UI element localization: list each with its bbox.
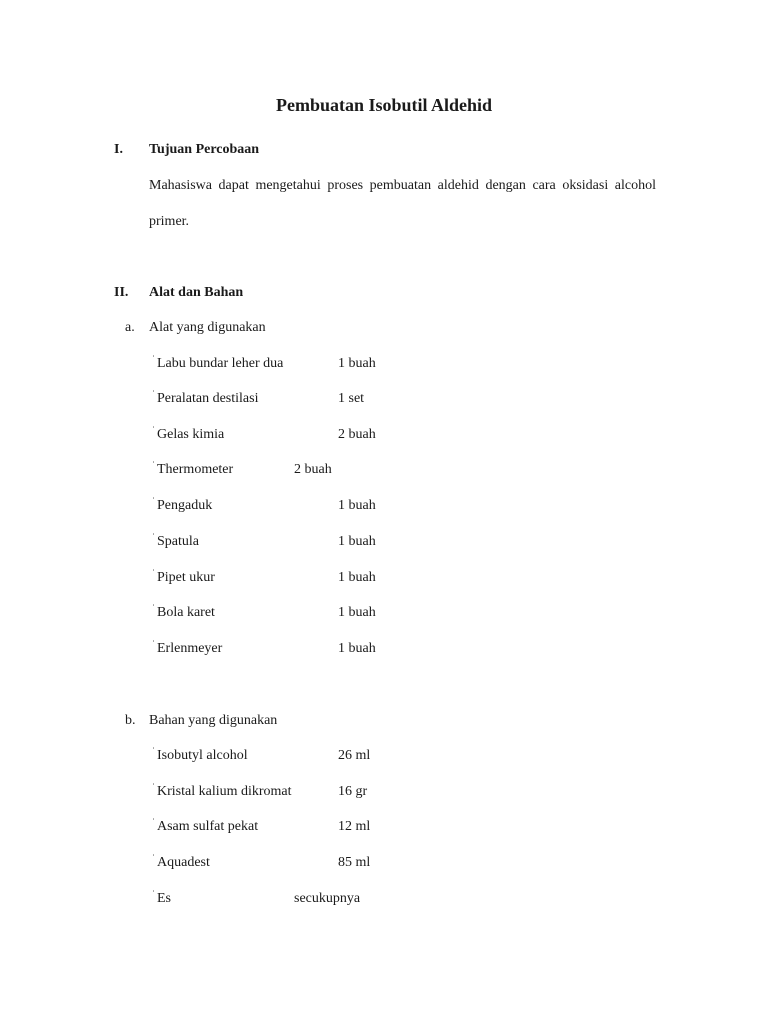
list-item	[152, 356, 283, 372]
list-item	[152, 641, 222, 657]
item-name: Es	[157, 891, 171, 906]
bullet-icon: ˙	[152, 389, 155, 399]
item-name: Erlenmeyer	[157, 641, 223, 656]
item-qty: 2 buah	[338, 427, 376, 442]
item-qty: 1 buah	[338, 356, 376, 371]
item-name: Pengaduk	[157, 498, 213, 513]
item-qty: 1 set	[338, 391, 365, 406]
item-qty: 2 buah	[294, 462, 332, 477]
list-item	[152, 462, 233, 478]
item-name: Aquadest	[157, 855, 210, 870]
item-qty: 1 buah	[338, 641, 376, 656]
list-item	[152, 498, 212, 514]
bullet-icon: ˙	[152, 496, 155, 506]
item-qty: 1 buah	[338, 570, 376, 585]
section-2-number: II.	[114, 285, 129, 300]
sub-a-heading: Alat yang digunakan	[149, 320, 266, 335]
item-name: Spatula	[157, 534, 199, 549]
list-item	[152, 784, 292, 800]
item-name: Asam sulfat pekat	[157, 819, 259, 834]
bullet-icon: ˙	[152, 460, 155, 470]
document-title: Pembuatan Isobutil Aldehid	[275, 95, 493, 115]
bullet-icon: ˙	[152, 603, 155, 613]
list-item	[152, 748, 248, 764]
list-item	[152, 855, 210, 871]
bullet-icon: ˙	[152, 425, 155, 435]
list-item	[152, 819, 258, 835]
section-2-heading: Alat dan Bahan	[149, 285, 244, 300]
bullet-icon: ˙	[152, 782, 155, 792]
item-qty: secukupnya	[294, 891, 361, 906]
item-qty: 1 buah	[338, 605, 376, 620]
list-item	[152, 891, 171, 907]
section-1-paragraph: Mahasiswa dapat mengetahui proses pembuatan aldehid dengan cara oksidasi alcohol primer.	[149, 178, 656, 229]
list-item	[152, 427, 224, 443]
bullet-icon: ˙	[152, 568, 155, 578]
list-item	[152, 605, 215, 621]
item-qty: 85 ml	[338, 855, 371, 870]
bullet-icon: ˙	[152, 746, 155, 756]
item-qty: 16 gr	[338, 784, 368, 799]
item-name: Labu bundar leher dua	[157, 356, 284, 371]
bullet-icon: ˙	[152, 853, 155, 863]
sub-b-letter: b.	[125, 713, 136, 728]
list-item	[152, 391, 258, 407]
item-name: Isobutyl alcohol	[157, 748, 248, 763]
item-name: Gelas kimia	[157, 427, 225, 442]
item-name: Pipet ukur	[157, 570, 215, 585]
bullet-icon: ˙	[152, 354, 155, 364]
bullet-icon: ˙	[152, 889, 155, 899]
item-qty: 12 ml	[338, 819, 371, 834]
item-name: Peralatan destilasi	[157, 391, 259, 406]
item-name: Kristal kalium dikromat	[157, 784, 292, 799]
item-qty: 1 buah	[338, 498, 376, 513]
bullet-icon: ˙	[152, 639, 155, 649]
list-item	[152, 570, 215, 586]
bullet-icon: ˙	[152, 532, 155, 542]
item-name: Bola karet	[157, 605, 215, 620]
item-name: Thermometer	[157, 462, 234, 477]
sub-a-letter: a.	[125, 320, 135, 335]
section-1-number: I.	[114, 142, 123, 157]
sub-b-heading: Bahan yang digunakan	[149, 713, 278, 728]
list-item	[152, 534, 199, 550]
section-1-heading: Tujuan Percobaan	[149, 142, 260, 157]
item-qty: 26 ml	[338, 748, 371, 763]
bullet-icon: ˙	[152, 817, 155, 827]
item-qty: 1 buah	[338, 534, 376, 549]
